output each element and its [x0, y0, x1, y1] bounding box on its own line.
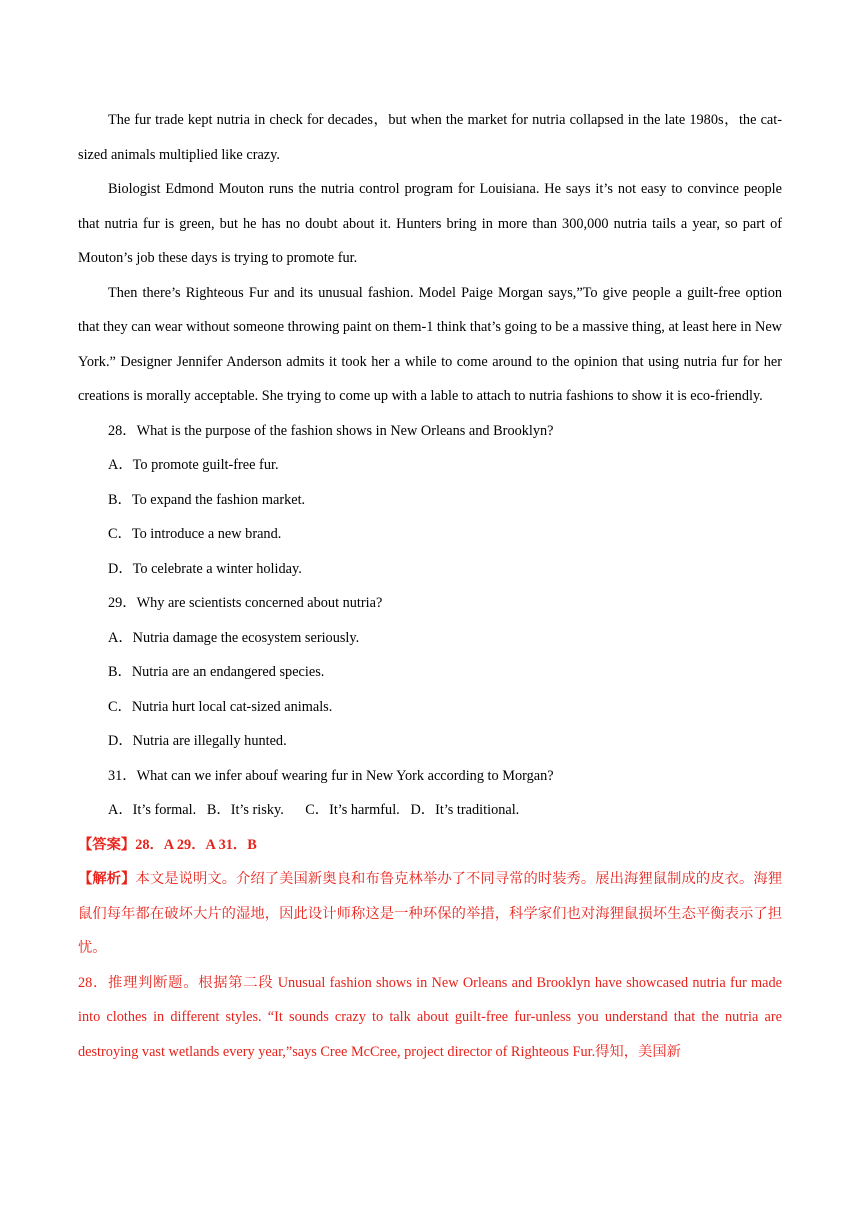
option-b: B．Nutria are an endangered species. [108, 664, 325, 680]
option-c: C．Nutria hurt local cat-sized animals. [108, 698, 333, 715]
options-inline: A．It’s formal. B．It’s risky. C．It’s harmful. D．It’s traditional. [108, 802, 520, 818]
document-page [78, 103, 782, 1069]
option-d: D．Nutria are illegally hunted. [108, 733, 287, 749]
passage-paragraph-2: Biologist Edmond Mouton runs the nutria control program for Louisiana. He says it’s not easy to convince people that nutria fur is green, but he has no doubt about it. Hunters bring in more than 300,000 nutria tails a year, so part of Mouton’s job these days is trying to promote fur. [78, 181, 782, 266]
option-c: C．To introduce a new brand. [108, 526, 282, 542]
question-stem: 28．What is the purpose of the fashion shows in New Orleans and Brooklyn? [108, 422, 554, 439]
option-b: B．To expand the fashion market. [108, 491, 306, 508]
analysis-text: 本文是说明文。介绍了美国新奥良和布鲁克林举办了不同寻常的时装秀。展出海狸鼠制成的皮衣。海狸鼠们每年都在破坏大片的湿地，因此设计师称这是一种环保的举措，科学家们也对海狸鼠损坏生态平衡表示了担忧。 [78, 871, 783, 956]
option-a: A．To promote guilt-free fur. [108, 457, 279, 473]
question-stem: 29．Why are scientists concerned about nutria? [108, 595, 383, 611]
passage-paragraph-3: Then there’s Righteous Fur and its unusual fashion. Model Paige Morgan says,”To give people a guilt-free option that they can wear without someone throwing paint on them-1 think that’s going to be a massive thing, at least here in New York.” Designer Jennifer Anderson admits it took her a while to come around to the opinion that using nutria fur for her creations is morally acceptable. She trying to come up with a lable to attach to nutria fashions to show it is eco-friendly. [78, 284, 782, 404]
analysis-label: 【解析】 [78, 871, 136, 887]
question-stem: 31．What can we infer abouf wearing fur in New York according to Morgan? [108, 767, 554, 784]
answer-label: 【答案】 [78, 836, 136, 853]
passage-paragraph-1: The fur trade kept nutria in check for decades，but when the market for nutria collapsed in the late 1980s，the cat-sized animals multiplied like crazy. [78, 112, 782, 163]
answer-text: 28．A 29．A 31．B [135, 836, 257, 853]
option-d: D．To celebrate a winter holiday. [108, 560, 302, 577]
explanation-28: 28．推理判断题。根据第二段 Unusual fashion shows in New Orleans and Brooklyn have showcased nutria fur made into clothes in different styles. “It sounds crazy to talk about guilt-free fur-unless you understand that the nutria are destroying vast wetlands every year,”says Cree McCree, project director of Righteous Fur.得知，美国新 [78, 974, 782, 1060]
answer-line [78, 828, 782, 863]
question-31 [78, 759, 782, 828]
question-29 [78, 586, 782, 759]
analysis-paragraph [78, 862, 782, 966]
question-28 [78, 414, 782, 587]
option-a: A．Nutria damage the ecosystem seriously. [108, 629, 360, 646]
